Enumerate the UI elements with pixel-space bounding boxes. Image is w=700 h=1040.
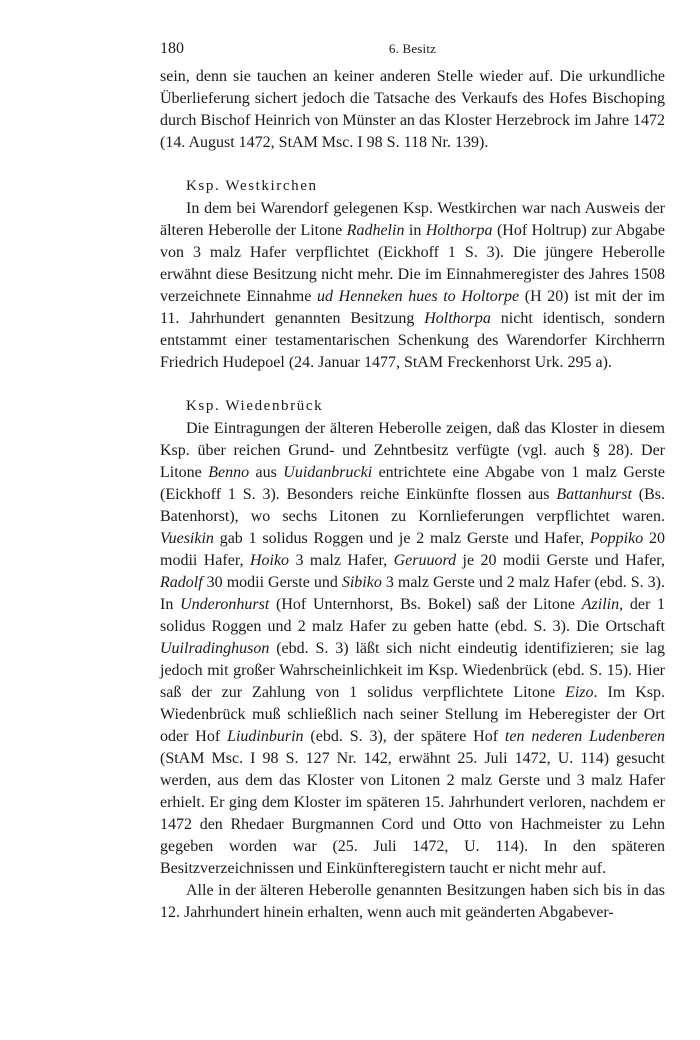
page-body: [160, 66, 665, 924]
section-heading-wiedenbrueck: Ksp. Wiedenbrück: [186, 398, 324, 414]
paragraph-final: Alle in der älteren Heberolle genannten Besitzungen haben sich bis in das 12. Jahrhundert hinein erhalten, wenn auch mit geänderten Abgabever-: [160, 882, 665, 921]
paragraph-wiedenbrueck: Die Eintragungen der älteren Heberolle zeigen, daß das Kloster in diesem Ksp. über reichen Grund- und Zehntbesitz verfügte (vgl. auch § 28). Der Litone Benno aus Uuidanbrucki entrichtete eine Abgabe von 1 malz Gerste (Eickhoff 1 S. 3). Besonders reiche Einkünfte flossen aus Battanhurst (Bs. Batenhorst), wo sechs Litonen zu Kornlieferungen verpflichtet waren. Vuesikin gab 1 solidus Roggen und je 2 malz Gerste und Hafer, Poppiko 20 modii Hafer, Hoiko 3 malz Hafer, Geruuord je 20 modii Gerste und Hafer, Radolf 30 modii Gerste und Sibiko 3 malz Gerste und 2 malz Hafer (ebd. S. 3). In Underonhurst (Hof Unternhorst, Bs. Bokel) saß der Litone Azilin, der 1 solidus Roggen und 2 malz Hafer zu geben hatte (ebd. S. 3). Die Ortschaft Uuilradinghuson (ebd. S. 3) läßt sich nicht eindeutig identifizieren; sie lag jedoch mit großer Wahrscheinlichkeit im Ksp. Wiedenbrück (ebd. S. 15). Hier saß der zur Zahlung von 1 solidus verpflichtete Litone Eizo. Im Ksp. Wiedenbrück muß schließlich nach seiner Stellung im Heberegister der Ort oder Hof Liudinburin (ebd. S. 3), der spätere Hof ten nederen Ludenberen (StAM Msc. I 98 S. 127 Nr. 142, erwähnt 25. Juli 1472, U. 114) gesucht werden, aus dem das Kloster von Litonen 2 malz Gerste und 3 malz Hafer erhielt. Er ging dem Kloster im späteren 15. Jahrhundert verloren, nachdem er 1472 den Rhedaer Burgmannen Cord und Otto von Hachmeister zu Lehn gegeben worden war (25. Juli 1472, U. 114). In den späteren Besitzverzeichnissen und Einkünfteregistern taucht er nicht mehr auf.: [160, 420, 666, 877]
running-title: 6. Besitz: [388, 41, 437, 56]
page-header: [160, 40, 665, 62]
place-name: Holthorpa: [425, 222, 493, 239]
page-number: 180: [160, 40, 184, 57]
place-name: Holthorpa: [424, 310, 491, 327]
paragraph-continued: sein, denn sie tauchen an keiner anderen Stelle wieder auf. Die urkundliche Überlieferung sichert jedoch die Tatsache des Verkaufs des Hofes Bischoping durch Bischof Heinrich von Münster an das Kloster Herzebrock im Jahre 1472 (14. August 1472, StAM Msc. I 98 S. 118 Nr. 139).: [160, 68, 665, 151]
place-name: Radhelin: [346, 222, 405, 239]
quoted-entry: ud Henneken hues to Holtorpe: [317, 288, 520, 305]
paragraph-westkirchen: In dem bei Warendorf gelegenen Ksp. Westkirchen war nach Ausweis der älteren Heberolle der Litone Radhelin in Holthorpa (Hof Holtrup) zur Abgabe von 3 malz Hafer verpflichtet (Eickhoff 1 S. 3). Die jüngere Heberolle erwähnt diese Besitzung nicht mehr. Die im Einnahmeregister des Jahres 1508 verzeichnete Einnahme ud Henneken hues to Holtorpe (H 20) ist mit der im 11. Jahrhundert genannten Besitzung Holthorpa nicht identisch, sondern entstammt einer testamentarischen Schenkung des Warendorfer Kirchherrn Friedrich Hudepoel (24. Januar 1477, StAM Freckenhorst Urk. 295 a).: [160, 200, 665, 371]
section-heading-westkirchen: Ksp. Westkirchen: [186, 178, 318, 194]
